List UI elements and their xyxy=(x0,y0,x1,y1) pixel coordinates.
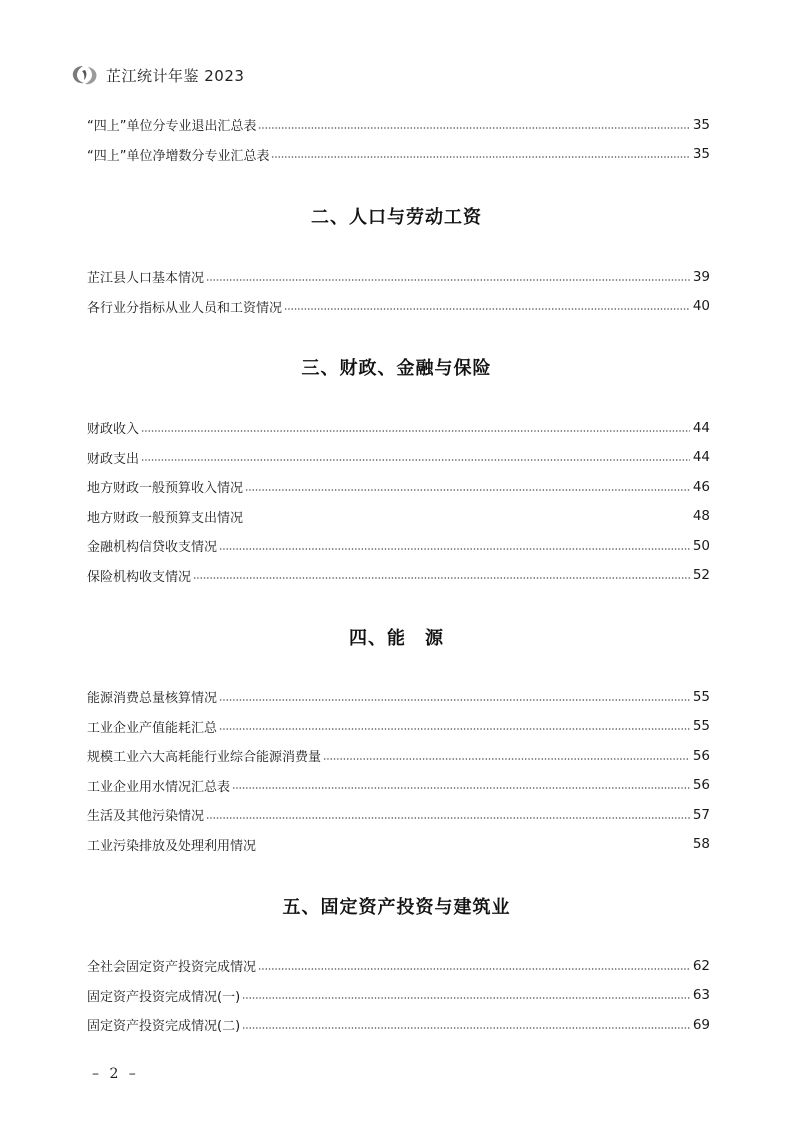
toc-entry-page: 44 xyxy=(692,419,710,436)
blank-leader xyxy=(258,846,690,848)
toc-entry[interactable] xyxy=(87,682,710,712)
dot-leader xyxy=(284,308,690,310)
toc-entry-label: 工业企业用水情况汇总表 xyxy=(87,779,231,795)
dot-leader xyxy=(323,758,690,760)
toc-entry[interactable] xyxy=(87,561,710,591)
section-heading-investment-construction: 五、固定资产投资与建筑业 xyxy=(282,897,511,918)
toc-entry-label: 各行业分指标从业人员和工资情况 xyxy=(87,300,283,316)
toc-entry[interactable] xyxy=(87,110,710,140)
dot-leader xyxy=(206,817,690,819)
toc-entry[interactable] xyxy=(87,830,710,860)
toc-entry[interactable] xyxy=(87,531,710,561)
toc-entry[interactable] xyxy=(87,771,710,801)
toc-entry[interactable] xyxy=(87,502,710,532)
toc-entry-page: 50 xyxy=(692,537,710,554)
toc-entry[interactable] xyxy=(87,951,710,981)
toc-entry-label: 全社会固定资产投资完成情况 xyxy=(87,960,257,976)
dot-leader xyxy=(141,430,690,432)
toc-entry[interactable] xyxy=(87,413,710,443)
toc-entry-label: 芷江县人口基本情况 xyxy=(87,271,205,287)
toc-entry-label: 固定资产投资完成情况(二) xyxy=(87,1019,241,1035)
section-heading-finance: 三、财政、金融与保险 xyxy=(301,358,492,379)
toc-entry-label: 财政收入 xyxy=(87,422,140,438)
toc-entry-page: 35 xyxy=(692,116,710,133)
toc-entry[interactable] xyxy=(87,292,710,322)
yearbook-logo-icon xyxy=(70,63,100,87)
toc-entry-page: 57 xyxy=(692,806,710,823)
dot-leader xyxy=(206,279,690,281)
toc-entry-page: 63 xyxy=(692,987,710,1004)
toc-group-continued xyxy=(87,110,710,169)
running-header xyxy=(70,62,244,88)
section-heading-energy: 四、能 源 xyxy=(349,628,444,649)
toc-entry[interactable] xyxy=(87,1010,710,1040)
toc-entry-page: 39 xyxy=(692,268,710,285)
toc-entry[interactable] xyxy=(87,712,710,742)
dot-leader xyxy=(245,489,690,491)
toc-entry-page: 56 xyxy=(692,747,710,764)
toc-entry-label: 生活及其他污染情况 xyxy=(87,809,205,825)
dot-leader xyxy=(141,459,690,461)
yearbook-title: 芷江统计年鉴 2023 xyxy=(106,66,245,85)
toc-entry[interactable] xyxy=(87,981,710,1011)
toc-group-finance xyxy=(87,413,710,590)
toc-group-energy xyxy=(87,682,710,859)
dot-leader xyxy=(193,577,690,579)
toc-entry[interactable] xyxy=(87,741,710,771)
toc-entry-label: 能源消费总量核算情况 xyxy=(87,691,218,707)
section-heading-population-labor: 二、人口与劳动工资 xyxy=(311,207,482,228)
toc-entry-label: “四上”单位分专业退出汇总表 xyxy=(87,119,257,135)
toc-entry[interactable] xyxy=(87,262,710,292)
toc-entry-page: 40 xyxy=(692,298,710,315)
page-number: – 2 – xyxy=(92,1066,139,1082)
toc-group-population-labor xyxy=(87,262,710,321)
toc-entry-page: 46 xyxy=(692,478,710,495)
toc-entry[interactable] xyxy=(87,140,710,170)
dot-leader xyxy=(258,127,690,129)
toc-entry-page: 62 xyxy=(692,957,710,974)
toc-entry[interactable] xyxy=(87,800,710,830)
toc-entry-label: 规模工业六大高耗能行业综合能源消费量 xyxy=(87,750,322,766)
toc-entry-label: 金融机构信贷收支情况 xyxy=(87,540,218,556)
dot-leader xyxy=(232,787,690,789)
toc-group-investment-construction xyxy=(87,951,710,1040)
toc-entry-page: 56 xyxy=(692,777,710,794)
toc-entry-page: 48 xyxy=(692,508,710,525)
toc-entry-label: 固定资产投资完成情况(一) xyxy=(87,989,241,1005)
dot-leader xyxy=(219,699,690,701)
toc-entry[interactable] xyxy=(87,472,710,502)
toc-entry-page: 69 xyxy=(692,1016,710,1033)
dot-leader xyxy=(242,1027,690,1029)
toc-entry[interactable] xyxy=(87,443,710,473)
toc-entry-page: 55 xyxy=(692,688,710,705)
toc-entry-page: 35 xyxy=(692,146,710,163)
toc-entry-label: 财政支出 xyxy=(87,451,140,467)
toc-entry-label: 工业企业产值能耗汇总 xyxy=(87,720,218,736)
toc-entry-label: 保险机构收支情况 xyxy=(87,569,192,585)
dot-leader xyxy=(242,997,690,999)
toc-entry-label: “四上”单位净增数分专业汇总表 xyxy=(87,148,270,164)
toc-entry-page: 58 xyxy=(692,836,710,853)
dot-leader xyxy=(219,728,690,730)
toc-entry-label: 地方财政一般预算支出情况 xyxy=(87,510,244,526)
toc-entry-page: 55 xyxy=(692,718,710,735)
dot-leader xyxy=(258,968,690,970)
blank-leader xyxy=(245,518,690,520)
toc-entry-page: 52 xyxy=(692,567,710,584)
toc-entry-label: 工业污染排放及处理利用情况 xyxy=(87,838,257,854)
dot-leader xyxy=(219,548,690,550)
toc-entry-label: 地方财政一般预算收入情况 xyxy=(87,481,244,497)
dot-leader xyxy=(271,156,690,158)
toc-entry-page: 44 xyxy=(692,449,710,466)
